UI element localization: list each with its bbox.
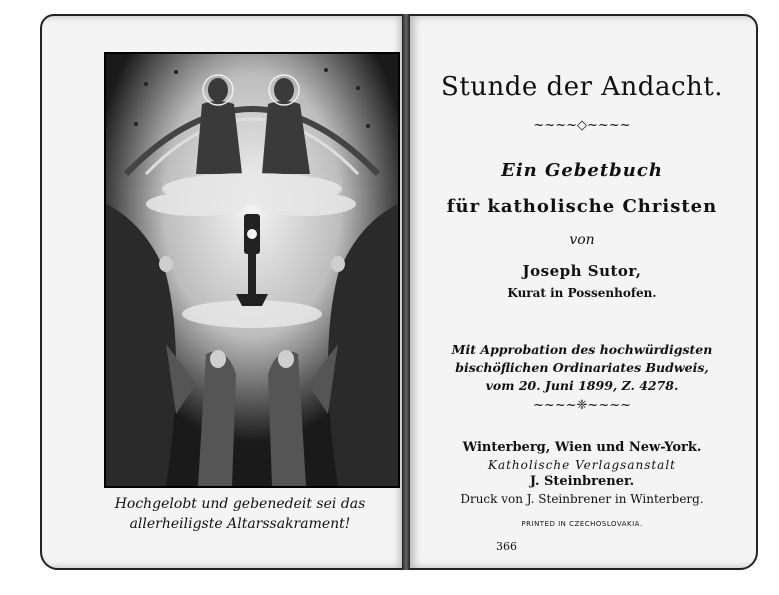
printed-note: PRINTED IN CZECHOSLOVAKIA. [521,520,643,528]
author-position: Kurat in Possenhofen. [507,286,657,300]
caption-line-2: allerheiligste Altarssakrament! [129,516,351,532]
author-name: Joseph Sutor, [522,262,642,280]
publisher-line-2: Katholische Verlagsanstalt [487,458,676,472]
caption-line-1: Hochgelobt und gebenedeit sei das [114,496,366,512]
open-book [40,14,758,570]
engraving-illustration [106,54,398,486]
ornament-divider-2: ~~~~❈~~~~ [532,398,632,413]
devotional-engraving [104,52,400,488]
subtitle-line-2: für katholische Christen [446,196,718,217]
ornament-divider: ~~~~◇~~~~ [533,118,631,133]
publisher-line-1: Winterberg, Wien und New-York. [462,440,702,455]
title-page [406,14,758,570]
approbation-line-1: Mit Approbation des hochwürdigsten [451,342,713,357]
book-title: Stunde der Andacht. [441,72,723,102]
engraving-caption [80,494,400,534]
page-number: 366 [496,540,517,553]
publisher-line-4: Druck von J. Steinbrener in Winterberg. [460,492,704,506]
by-word: von [569,232,595,248]
publisher-line-3: J. Steinbrener. [529,474,635,489]
approbation-line-3: vom 20. Juni 1899, Z. 4278. [485,378,679,393]
approbation-line-2: bischöflichen Ordinariates Budweis, [455,360,709,375]
subtitle-line-1: Ein Gebetbuch [501,160,663,181]
